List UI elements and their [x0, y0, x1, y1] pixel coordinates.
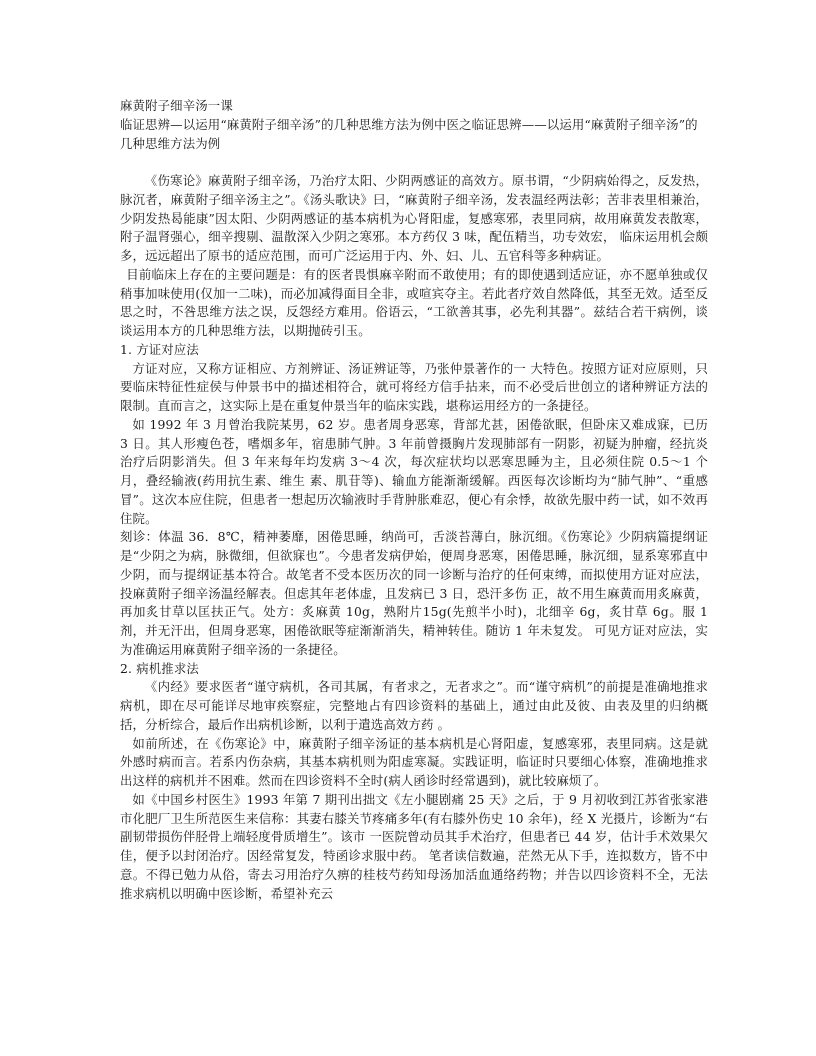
paragraph-exam-1: 刻诊：体温 36．8℃，精神萎靡，困倦思睡，纳尚可，舌淡苔薄白，脉沉细。《伤寒论》少阴病篇提纲证是“少阴之为病，脉微细，但欲寐也”。今患者发病伊始，便周身恶寒，困倦思睡，脉沉细，显系寒邪直中少阴，而与提纲证基本符合。故笔者不受本医历次的同一诊断与治疗的任何束缚，而拟使用方证对应法，投麻黄附子细辛汤温经解表。但虑其年老体虚，且发病已 3 日，恐汗多伤 正，故不用生麻黄而用炙麻黄，再加炙甘草以匡扶正气。处方：炙麻黄 10g，熟附片15g(先煎半小时)，北细辛 6g，炙甘草 6g。服 1 剂，并无汗出，但周身恶寒，困倦欲眠等症渐渐消失，精神转佳。随访 1 年未复发。 可见方证对应法，实为准确运用麻黄附子细辛汤的一条捷径。 — [120, 529, 708, 657]
section-heading-2: 2. 病机推求法 — [120, 660, 199, 676]
paragraph-pathogenesis: 如前所述，在《伤寒论》中，麻黄附子细辛汤证的基本病机是心肾阳虚，复感寒邪，表里同病。这是就外感时病而言。若系内伤杂病，其基本病机则为阳虚寒凝。实践证明，临证时只要细心体察，准确地推求出这样的病机并不困难。然而在四诊资料不全时(病人函诊时经常遇到)，就比较麻烦了。 — [120, 735, 708, 788]
section-heading-1: 1. 方证对应法 — [120, 341, 199, 357]
paragraph-case-2: 如《中国乡村医生》1993 年第 7 期刊出拙文《左小腿剧痛 25 天》之后，于 9 月初收到江苏省张家港市化肥厂卫生所范医生来信称：其妻右膝关节疼痛多年(有右膝外伤史 10 余年)，经 X 光摄片，诊断为“右副韧带损伤伴胫骨上端轻度骨质增生”。该市 一医院曾动员其手术治疗，但患者已 44 岁，估计手术效果欠佳，便予以封闭治疗。因经常复发，特函诊求服中药。 笔者读信数遍，茫然无从下手，连拟数方，皆不中意。不得已勉力从俗，寄去习用治疗久痹的桂枝芍药知母汤加活血通络药物；并告以四诊资料不全，无法推求病机以明确中医诊断，希望补充云 — [120, 791, 708, 901]
paragraph-method-1: 方证对应，又称方证相应、方剂辨证、汤证辨证等，乃张仲景著作的一 大特色。按照方证对应原则，只要临床特征性症侯与仲景书中的描述相符合，就可将经方信手拈来，而不必受后世创立的诸种辨证方法的限制。直而言之，这实际上是在重复仲景当年的临床实践，堪称运用经方的一条捷径。 — [120, 360, 708, 413]
paragraph-method-2: 《内经》要求医者“谨守病机，各司其属，有者求之，无者求之”。而“谨守病机”的前提是准确地推求病机，即在尽可能详尽地审疾察症，完整地占有四诊资料的基础上，通过由此及彼、由表及里的归纳概括，分析综合，最后作出病机诊断，以利于遣选高效方药 。 — [120, 679, 708, 732]
paragraph-intro: 《伤寒论》麻黄附子细辛汤，乃治疗太阳、少阴两感证的高效方。原书谓，“少阴病始得之，反发热，脉沉者，麻黄附子细辛汤主之”。《汤头歌诀》曰，“麻黄附子细辛汤，发表温经两法彰；苦非表里相兼治，少阴发热曷能康”因太阳、少阴两感证的基本病机为心肾阳虚，复感寒邪，表里同病，故用麻黄发表散寒，附子温肾强心，细辛搜剔、温散深入少阴之寒邪。本方药仅 3 味，配伍精当，功专效宏， 临床运用机会颇多，远远超出了原书的适应范围，而可广泛运用于内、外、妇、儿、五官科等多种病证。 — [120, 173, 708, 263]
paragraph-case-1: 如 1992 年 3 月曾治我院某男，62 岁。患者周身恶寒，背部尤甚，困倦欲眠，但卧床又难成寐，已历 3 日。其人形瘦色苍，嗜烟多年，宿患肺气肿。3 年前曾摄胸片发现肺部有一阴影，初疑为肿瘤，经抗炎治疗后阴影消失。但 3 年来每年均发病 3～4 次，每次症状均以恶寒思睡为主，且必须住院 0.5～1 个月，叠经输液(药用抗生素、维生 素、肌苷等)、输血方能渐渐缓解。西医每次诊断均为“肺气肿”、“重感冒”。这次本应住院，但患者一想起历次输液时手背肿胀难忍，便心有余悸，故欲先服中药一试，如不效再住院。 — [120, 416, 708, 526]
blank-line — [120, 153, 708, 172]
document-subtitle: 临证思辨—以运用“麻黄附子细辛汤”的几种思维方法为例中医之临证思辨——以运用“麻黄附子细辛汤”的几种思维方法为例 — [120, 116, 698, 151]
document-title: 麻黄附子细辛汤一课 — [120, 98, 233, 113]
paragraph-problem: 目前临床上存在的主要问题是：有的医者畏惧麻辛附而不敢使用；有的即使遇到适应证，亦不愿单独或仅稍事加味使用(仅加一二味)，而必加减得面目全非，或喧宾夺主。若此者疗效自然降低，其至无效。适至反思之时，不咎思维方法之误，反怨经方难用。俗语云，“工欲善其事，必先利其器”。兹结合若干病例，谈谈运用本方的几种思维方法，以期抛砖引玉。 — [120, 266, 708, 338]
